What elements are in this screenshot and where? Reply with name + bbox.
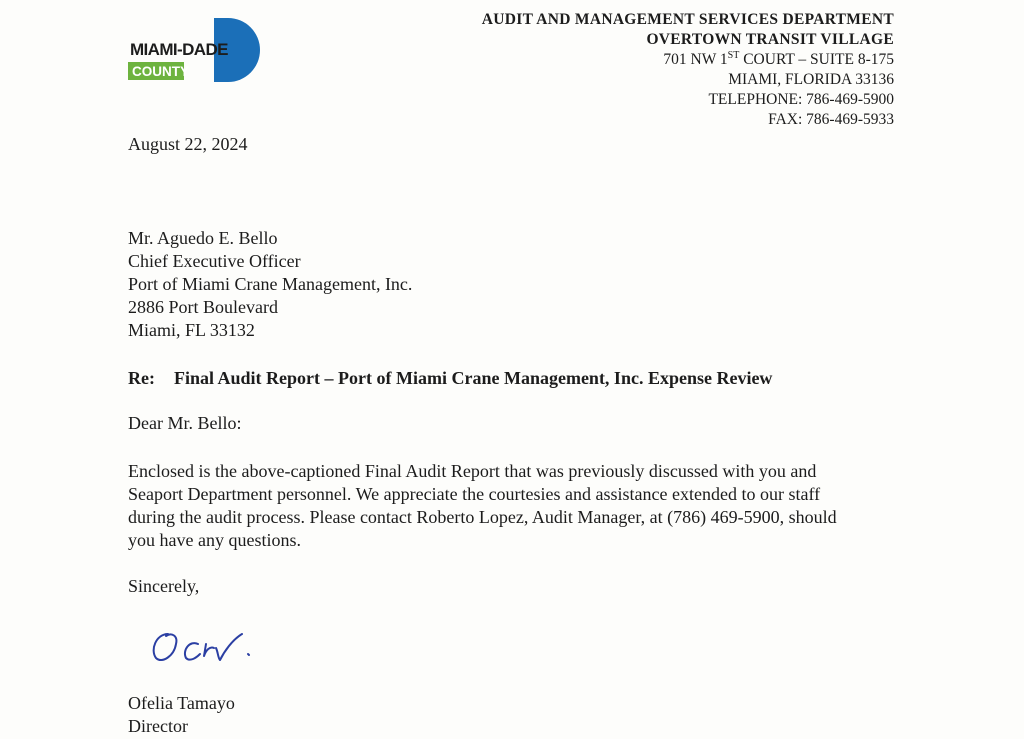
recipient-address [128,227,412,342]
recipient-street: 2886 Port Boulevard [128,297,278,317]
recipient-name: Mr. Aguedo E. Bello [128,228,278,248]
body-line: during the audit process. Please contact Roberto Lopez, Audit Manager, at (786) 469-5900, should [128,507,837,527]
logo-text-county: COUNTY [132,64,189,79]
recipient-title: Chief Executive Officer [128,251,301,271]
city-address: MIAMI, FLORIDA 33136 [728,71,894,88]
body-line: you have any questions. [128,530,301,550]
logo-text-miami-dade: MIAMI-DADE [130,40,228,59]
subject-line [128,368,772,389]
miami-dade-county-logo [128,18,260,84]
body-line: Enclosed is the above-captioned Final Audit Report that was previously discussed with you and [128,461,817,481]
department-name: AUDIT AND MANAGEMENT SERVICES DEPARTMENT [481,11,894,28]
signer-name: Ofelia Tamayo [128,693,235,713]
closing: Sincerely, [128,576,200,596]
letter-date: August 22, 2024 [128,134,248,154]
telephone: TELEPHONE: 786-469-5900 [708,91,894,108]
building-name: OVERTOWN TRANSIT VILLAGE [646,31,894,48]
subject-label: Re: [128,368,155,388]
letterhead [482,10,894,130]
recipient-city: Miami, FL 33132 [128,320,255,340]
street-address: 701 NW 1ST COURT – SUITE 8-175 [663,50,894,68]
salutation: Dear Mr. Bello: [128,413,242,433]
signer-title: Director [128,716,188,736]
body-line: Seaport Department personnel. We appreciate the courtesies and assistance extended to our staff [128,484,821,504]
handwritten-signature [146,622,276,670]
signer-block [128,692,235,738]
fax: FAX: 786-469-5933 [768,111,894,128]
letter-body [128,460,918,552]
subject-text: Final Audit Report – Port of Miami Crane Management, Inc. Expense Review [174,368,773,388]
recipient-company: Port of Miami Crane Management, Inc. [128,274,413,294]
